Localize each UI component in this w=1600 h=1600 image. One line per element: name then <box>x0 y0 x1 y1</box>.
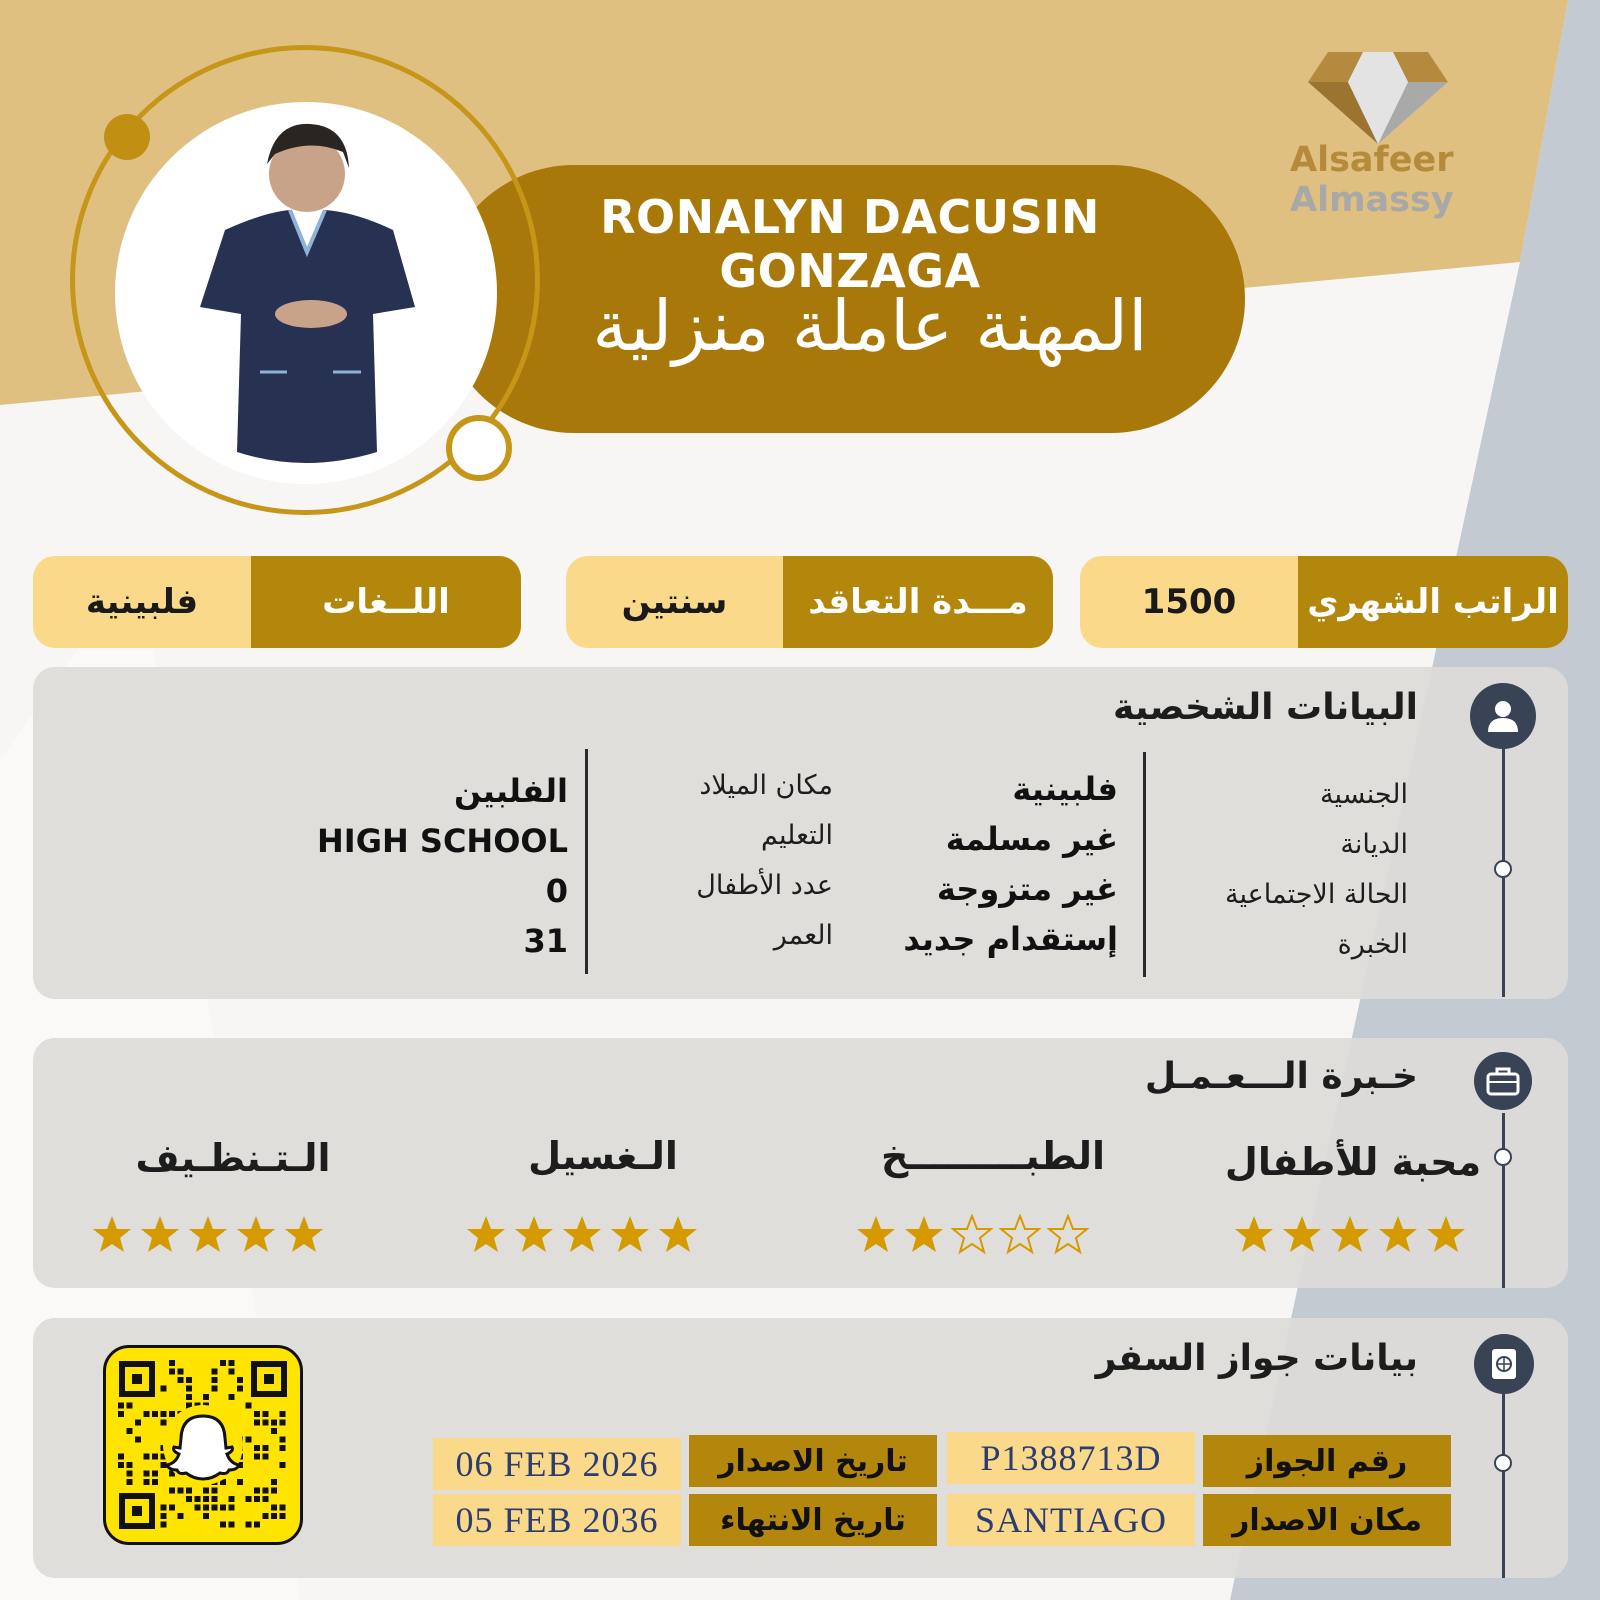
passport-number-label: رقم الجواز <box>1203 1435 1451 1487</box>
languages-value: فلبينية <box>85 582 199 622</box>
languages-label: اللــغات <box>251 556 521 648</box>
nationality-value: فلبينية <box>1012 770 1118 808</box>
education-label: التعليم <box>761 820 833 851</box>
contract-pill <box>566 556 1053 648</box>
experience-label: الخبرة <box>1337 929 1408 960</box>
user-icon <box>1470 683 1536 749</box>
skill-label-cleaning: الـتـنظـيف <box>135 1136 331 1180</box>
issue-date-label: تاريخ الاصدار <box>689 1435 937 1487</box>
nationality-label: الجنسية <box>1319 779 1408 810</box>
star-filled-icon <box>657 1214 699 1256</box>
brand-logo-text <box>1290 140 1470 220</box>
skill-label-cooking: الطبـــــــــخ <box>880 1134 1106 1178</box>
job-title: المهنة عاملة منزلية <box>592 285 1148 367</box>
issue-date-value: 06 FEB 2026 <box>433 1438 681 1490</box>
star-filled-icon <box>1425 1214 1467 1256</box>
star-filled-icon <box>139 1214 181 1256</box>
passport-section-title: بيانات جواز السفر <box>1095 1338 1418 1379</box>
star-filled-icon <box>855 1214 897 1256</box>
timeline-dot <box>1494 1454 1512 1472</box>
star-empty-icon <box>1047 1214 1089 1256</box>
passport-number-value: P1388713D <box>947 1432 1195 1484</box>
star-filled-icon <box>465 1214 507 1256</box>
skill-label-washing: الـغسيل <box>528 1134 678 1178</box>
brand-name-line1: Alsafeer <box>1290 140 1454 180</box>
decor-dot <box>104 114 150 160</box>
rating-stars-cooking <box>855 1214 1089 1256</box>
salary-value: 1500 <box>1141 582 1237 622</box>
birthplace-label: مكان الميلاد <box>699 770 833 801</box>
profile-photo <box>115 102 497 484</box>
star-filled-icon <box>1377 1214 1419 1256</box>
diamond-logo-icon <box>1308 52 1448 144</box>
timeline-dot <box>1494 860 1512 878</box>
personal-section-title: البيانات الشخصية <box>1113 687 1418 728</box>
passport-icon <box>1474 1334 1534 1394</box>
work-section-title: خـبرة الـــعـمـل <box>1144 1056 1418 1097</box>
star-filled-icon <box>235 1214 277 1256</box>
star-filled-icon <box>1281 1214 1323 1256</box>
star-empty-icon <box>999 1214 1041 1256</box>
star-filled-icon <box>1233 1214 1275 1256</box>
expiry-date-label: تاريخ الانتهاء <box>689 1494 937 1546</box>
age-value: 31 <box>523 922 568 960</box>
rating-stars-childcare <box>1233 1214 1467 1256</box>
star-filled-icon <box>561 1214 603 1256</box>
qr-code-pattern <box>106 1348 300 1542</box>
timeline-line <box>1502 1393 1505 1578</box>
education-value: HIGH SCHOOL <box>317 822 568 860</box>
column-divider <box>585 749 588 974</box>
children-label: عدد الأطفال <box>696 870 833 901</box>
salary-label: الراتب الشهري <box>1298 556 1568 648</box>
star-filled-icon <box>283 1214 325 1256</box>
marital-status-label: الحالة الاجتماعية <box>1225 879 1408 910</box>
worker-name: RONALYN DACUSIN GONZAGA <box>600 190 1100 298</box>
person-photo-icon <box>115 102 497 484</box>
marital-status-value: غير متزوجة <box>936 870 1118 908</box>
contract-label: مـــدة التعاقد <box>783 556 1053 648</box>
personal-data-section <box>33 667 1568 999</box>
age-label: العمر <box>773 920 833 951</box>
skill-label-childcare: محبة للأطفال <box>1224 1140 1482 1184</box>
brand-name-line2: Almassy <box>1290 180 1454 220</box>
contract-value: سنتين <box>621 582 728 622</box>
decor-ring-dot <box>446 415 512 481</box>
issue-place-label: مكان الاصدار <box>1203 1494 1451 1546</box>
issue-place-value: SANTIAGO <box>947 1494 1195 1546</box>
star-filled-icon <box>1329 1214 1371 1256</box>
languages-pill <box>33 556 521 648</box>
children-value: 0 <box>545 872 568 910</box>
briefcase-icon <box>1474 1052 1532 1110</box>
work-experience-section <box>33 1038 1568 1288</box>
snapcode[interactable] <box>103 1345 303 1545</box>
star-filled-icon <box>513 1214 555 1256</box>
star-filled-icon <box>903 1214 945 1256</box>
star-filled-icon <box>91 1214 133 1256</box>
birthplace-value: الفلبين <box>454 772 568 810</box>
expiry-date-value: 05 FEB 2036 <box>433 1494 681 1546</box>
rating-stars-cleaning <box>91 1214 325 1256</box>
rating-stars-washing <box>465 1214 699 1256</box>
experience-value: إستقدام جديد <box>903 920 1118 958</box>
star-filled-icon <box>609 1214 651 1256</box>
salary-pill <box>1080 556 1568 648</box>
religion-value: غير مسلمة <box>945 820 1118 858</box>
star-filled-icon <box>187 1214 229 1256</box>
religion-label: الديانة <box>1340 829 1408 860</box>
star-empty-icon <box>951 1214 993 1256</box>
